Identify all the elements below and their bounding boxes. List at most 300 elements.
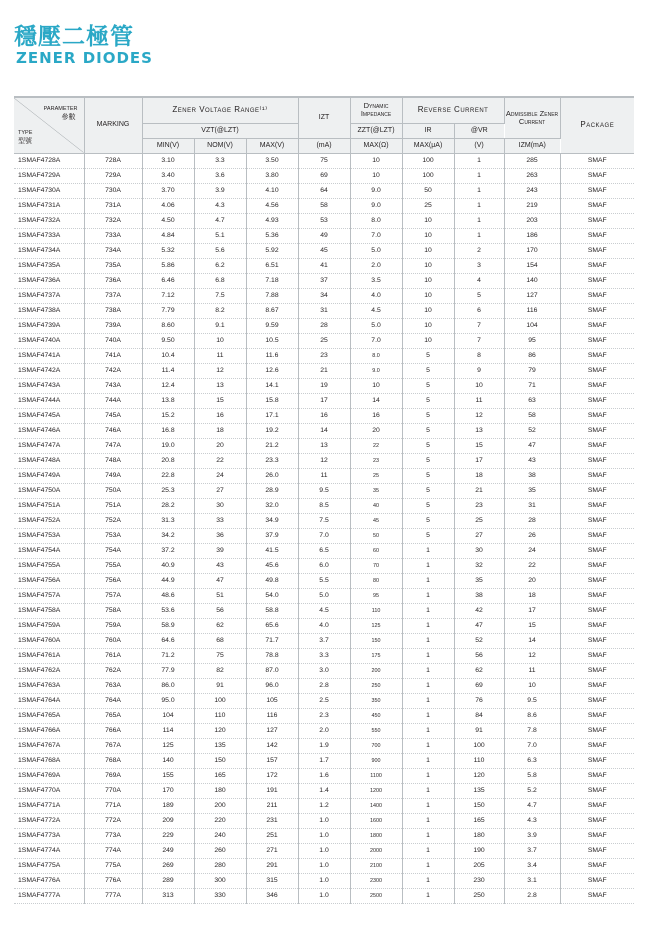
cell-vz-nom: 3.6 — [194, 168, 246, 183]
cell-package: SMAF — [560, 288, 634, 303]
cell-izt: 11 — [298, 468, 350, 483]
cell-vz-min: 37.2 — [142, 543, 194, 558]
cell-izm: 12 — [504, 648, 560, 663]
cell-izm: 203 — [504, 213, 560, 228]
cell-marking: 770A — [84, 783, 142, 798]
cell-vz-nom: 22 — [194, 453, 246, 468]
table-row — [14, 723, 634, 738]
cell-ir-max: 10 — [402, 273, 454, 288]
cell-ir-max: 1 — [402, 573, 454, 588]
cell-part-number: 1SMAF4773A — [14, 828, 84, 843]
cell-izt: 14 — [298, 423, 350, 438]
cell-vz-max: 105 — [246, 693, 298, 708]
cell-ir-max: 5 — [402, 408, 454, 423]
cell-vr: 1 — [454, 198, 504, 213]
cell-vz-nom: 3.3 — [194, 153, 246, 168]
cell-vz-min: 44.9 — [142, 573, 194, 588]
table-row — [14, 468, 634, 483]
cell-izt: 1.0 — [298, 888, 350, 903]
cell-izm: 5.8 — [504, 768, 560, 783]
cell-vr: 135 — [454, 783, 504, 798]
cell-izt: 8.5 — [298, 498, 350, 513]
cell-part-number: 1SMAF4744A — [14, 393, 84, 408]
cell-ir-max: 1 — [402, 813, 454, 828]
cell-part-number: 1SMAF4755A — [14, 558, 84, 573]
cell-vz-min: 9.50 — [142, 333, 194, 348]
cell-part-number: 1SMAF4769A — [14, 768, 84, 783]
cell-izm: 11 — [504, 663, 560, 678]
cell-ir-max: 5 — [402, 378, 454, 393]
cell-marking: 732A — [84, 213, 142, 228]
cell-part-number: 1SMAF4730A — [14, 183, 84, 198]
cell-vz-max: 291 — [246, 858, 298, 873]
cell-vz-nom: 150 — [194, 753, 246, 768]
table-row — [14, 588, 634, 603]
dynamic-impedance-header: Dynamic Impedance — [350, 98, 402, 123]
cell-vr: 205 — [454, 858, 504, 873]
cell-marking: 762A — [84, 663, 142, 678]
cell-package: SMAF — [560, 528, 634, 543]
cell-izt: 17 — [298, 393, 350, 408]
cell-zzt-max: 1400 — [350, 798, 402, 813]
cell-vz-nom: 260 — [194, 843, 246, 858]
cell-vz-nom: 200 — [194, 798, 246, 813]
cell-vr: 250 — [454, 888, 504, 903]
cell-izm: 35 — [504, 483, 560, 498]
cell-ir-max: 10 — [402, 288, 454, 303]
table-row — [14, 618, 634, 633]
page-title-english: ZENER DIODES — [16, 49, 153, 67]
cell-package: SMAF — [560, 513, 634, 528]
table-row — [14, 633, 634, 648]
cell-part-number: 1SMAF4763A — [14, 678, 84, 693]
cell-marking: 730A — [84, 183, 142, 198]
cell-ir-max: 1 — [402, 843, 454, 858]
cell-izm: 6.3 — [504, 753, 560, 768]
cell-vr: 150 — [454, 798, 504, 813]
cell-part-number: 1SMAF4728A — [14, 153, 84, 168]
table-row — [14, 153, 634, 168]
cell-marking: 729A — [84, 168, 142, 183]
cell-ir-max: 1 — [402, 753, 454, 768]
cell-izt: 2.0 — [298, 723, 350, 738]
cell-izm: 140 — [504, 273, 560, 288]
cell-marking: 768A — [84, 753, 142, 768]
cell-zzt-max: 14 — [350, 393, 402, 408]
cell-vz-max: 5.36 — [246, 228, 298, 243]
reverse-current-header: Reverse Current — [402, 98, 504, 123]
cell-zzt-max: 50 — [350, 528, 402, 543]
cell-package: SMAF — [560, 648, 634, 663]
cell-vz-max: 127 — [246, 723, 298, 738]
cell-zzt-max: 25 — [350, 468, 402, 483]
table-row — [14, 333, 634, 348]
cell-ir-max: 10 — [402, 303, 454, 318]
cell-izm: 263 — [504, 168, 560, 183]
cell-vz-max: 37.9 — [246, 528, 298, 543]
cell-vz-nom: 9.1 — [194, 318, 246, 333]
cell-part-number: 1SMAF4735A — [14, 258, 84, 273]
cell-zzt-max: 900 — [350, 753, 402, 768]
cell-vr: 69 — [454, 678, 504, 693]
cell-izt: 21 — [298, 363, 350, 378]
cell-package: SMAF — [560, 258, 634, 273]
cell-vz-min: 64.6 — [142, 633, 194, 648]
cell-ir-max: 1 — [402, 888, 454, 903]
cell-vz-nom: 43 — [194, 558, 246, 573]
cell-vz-min: 8.60 — [142, 318, 194, 333]
izt-header: IZT — [298, 98, 350, 138]
cell-part-number: 1SMAF4756A — [14, 573, 84, 588]
cell-marking: 775A — [84, 858, 142, 873]
cell-izm: 95 — [504, 333, 560, 348]
cell-package: SMAF — [560, 243, 634, 258]
cell-vz-max: 8.67 — [246, 303, 298, 318]
cell-vr: 165 — [454, 813, 504, 828]
cell-vr: 6 — [454, 303, 504, 318]
table-row — [14, 873, 634, 888]
cell-ir-max: 5 — [402, 483, 454, 498]
table-row — [14, 198, 634, 213]
cell-package: SMAF — [560, 498, 634, 513]
cell-vz-nom: 51 — [194, 588, 246, 603]
cell-vz-nom: 82 — [194, 663, 246, 678]
cell-ir-max: 50 — [402, 183, 454, 198]
cell-zzt-max: 45 — [350, 513, 402, 528]
cell-izm: 28 — [504, 513, 560, 528]
cell-package: SMAF — [560, 363, 634, 378]
cell-part-number: 1SMAF4760A — [14, 633, 84, 648]
cell-zzt-max: 7.0 — [350, 333, 402, 348]
cell-vz-min: 58.9 — [142, 618, 194, 633]
cell-zzt-max: 60 — [350, 543, 402, 558]
cell-part-number: 1SMAF4732A — [14, 213, 84, 228]
cell-izm: 10 — [504, 678, 560, 693]
cell-marking: 764A — [84, 693, 142, 708]
cell-package: SMAF — [560, 318, 634, 333]
cell-izm: 86 — [504, 348, 560, 363]
cell-package: SMAF — [560, 753, 634, 768]
cell-marking: 737A — [84, 288, 142, 303]
cell-vz-min: 48.6 — [142, 588, 194, 603]
cell-package: SMAF — [560, 678, 634, 693]
table-row — [14, 513, 634, 528]
cell-zzt-max: 9.0 — [350, 198, 402, 213]
table-header — [14, 98, 634, 153]
cell-vz-max: 6.51 — [246, 258, 298, 273]
cell-ir-max: 5 — [402, 423, 454, 438]
cell-vz-max: 49.8 — [246, 573, 298, 588]
cell-marking: 749A — [84, 468, 142, 483]
cell-package: SMAF — [560, 588, 634, 603]
table-row — [14, 558, 634, 573]
cell-vr: 17 — [454, 453, 504, 468]
cell-zzt-max: 9.0 — [350, 363, 402, 378]
cell-ir-max: 1 — [402, 858, 454, 873]
cell-vr: 10 — [454, 378, 504, 393]
cell-vz-max: 41.5 — [246, 543, 298, 558]
cell-marking: 738A — [84, 303, 142, 318]
cell-ir-max: 1 — [402, 588, 454, 603]
cell-izt: 2.8 — [298, 678, 350, 693]
cell-vz-min: 15.2 — [142, 408, 194, 423]
cell-vz-max: 3.50 — [246, 153, 298, 168]
cell-vz-min: 16.8 — [142, 423, 194, 438]
cell-vr: 23 — [454, 498, 504, 513]
parameter-type-header — [14, 98, 84, 153]
cell-izt: 1.4 — [298, 783, 350, 798]
cell-vz-min: 19.0 — [142, 438, 194, 453]
cell-vr: 1 — [454, 228, 504, 243]
cell-vz-max: 7.88 — [246, 288, 298, 303]
cell-zzt-max: 4.5 — [350, 303, 402, 318]
cell-package: SMAF — [560, 573, 634, 588]
cell-ir-max: 1 — [402, 708, 454, 723]
cell-izm: 243 — [504, 183, 560, 198]
cell-zzt-max: 110 — [350, 603, 402, 618]
cell-izm: 4.7 — [504, 798, 560, 813]
cell-ir-max: 1 — [402, 678, 454, 693]
cell-vz-nom: 16 — [194, 408, 246, 423]
cell-izt: 1.0 — [298, 858, 350, 873]
cell-package: SMAF — [560, 618, 634, 633]
cell-vz-nom: 180 — [194, 783, 246, 798]
cell-package: SMAF — [560, 543, 634, 558]
cell-package: SMAF — [560, 693, 634, 708]
table-row — [14, 498, 634, 513]
table-row — [14, 573, 634, 588]
cell-vz-max: 32.0 — [246, 498, 298, 513]
cell-vr: 30 — [454, 543, 504, 558]
cell-package: SMAF — [560, 213, 634, 228]
cell-package: SMAF — [560, 183, 634, 198]
cell-vr: 7 — [454, 333, 504, 348]
cell-vz-max: 10.5 — [246, 333, 298, 348]
cell-zzt-max: 40 — [350, 498, 402, 513]
cell-izm: 63 — [504, 393, 560, 408]
cell-izt: 37 — [298, 273, 350, 288]
table-row — [14, 798, 634, 813]
parameter-label: PARAMETER — [43, 106, 78, 112]
page-title-chinese: 穩壓二極管 — [14, 24, 134, 50]
cell-izt: 3.7 — [298, 633, 350, 648]
cell-zzt-max: 16 — [350, 408, 402, 423]
cell-izt: 5.5 — [298, 573, 350, 588]
cell-vz-nom: 20 — [194, 438, 246, 453]
table-row — [14, 273, 634, 288]
cell-vz-min: 7.12 — [142, 288, 194, 303]
cell-ir-max: 1 — [402, 873, 454, 888]
type-label-cn: 型號 — [18, 138, 32, 145]
cell-ir-max: 1 — [402, 828, 454, 843]
cell-zzt-max: 3.5 — [350, 273, 402, 288]
cell-izt: 1.0 — [298, 828, 350, 843]
table-row — [14, 423, 634, 438]
cell-marking: 758A — [84, 603, 142, 618]
cell-part-number: 1SMAF4771A — [14, 798, 84, 813]
table-row — [14, 843, 634, 858]
cell-zzt-max: 20 — [350, 423, 402, 438]
table-row — [14, 888, 634, 903]
cell-vz-min: 4.50 — [142, 213, 194, 228]
cell-izt: 3.0 — [298, 663, 350, 678]
cell-vz-nom: 110 — [194, 708, 246, 723]
cell-vz-nom: 100 — [194, 693, 246, 708]
package-header: Package — [560, 98, 634, 153]
cell-part-number: 1SMAF4749A — [14, 468, 84, 483]
cell-ir-max: 5 — [402, 528, 454, 543]
unit-izm-ma: IZM(mA) — [504, 138, 560, 153]
cell-vr: 180 — [454, 828, 504, 843]
cell-vz-nom: 36 — [194, 528, 246, 543]
cell-vz-min: 12.4 — [142, 378, 194, 393]
cell-ir-max: 1 — [402, 798, 454, 813]
cell-vz-min: 4.84 — [142, 228, 194, 243]
cell-part-number: 1SMAF4742A — [14, 363, 84, 378]
cell-vr: 91 — [454, 723, 504, 738]
cell-zzt-max: 1100 — [350, 768, 402, 783]
cell-izt: 7.5 — [298, 513, 350, 528]
cell-izt: 13 — [298, 438, 350, 453]
cell-vz-min: 114 — [142, 723, 194, 738]
cell-marking: 731A — [84, 198, 142, 213]
cell-vz-nom: 120 — [194, 723, 246, 738]
cell-ir-max: 5 — [402, 348, 454, 363]
cell-part-number: 1SMAF4737A — [14, 288, 84, 303]
cell-vr: 7 — [454, 318, 504, 333]
cell-izt: 69 — [298, 168, 350, 183]
cell-package: SMAF — [560, 738, 634, 753]
cell-ir-max: 5 — [402, 468, 454, 483]
cell-part-number: 1SMAF4729A — [14, 168, 84, 183]
cell-ir-max: 10 — [402, 318, 454, 333]
cell-ir-max: 10 — [402, 243, 454, 258]
table-row — [14, 813, 634, 828]
cell-izt: 23 — [298, 348, 350, 363]
cell-vz-max: 271 — [246, 843, 298, 858]
cell-zzt-max: 125 — [350, 618, 402, 633]
cell-ir-max: 5 — [402, 438, 454, 453]
cell-vz-nom: 62 — [194, 618, 246, 633]
cell-vz-max: 19.2 — [246, 423, 298, 438]
cell-part-number: 1SMAF4765A — [14, 708, 84, 723]
cell-ir-max: 10 — [402, 258, 454, 273]
cell-izt: 25 — [298, 333, 350, 348]
cell-izt: 1.7 — [298, 753, 350, 768]
cell-ir-max: 5 — [402, 363, 454, 378]
cell-vz-min: 229 — [142, 828, 194, 843]
cell-vz-max: 15.8 — [246, 393, 298, 408]
cell-marking: 757A — [84, 588, 142, 603]
cell-vz-nom: 4.7 — [194, 213, 246, 228]
table-row — [14, 438, 634, 453]
cell-marking: 766A — [84, 723, 142, 738]
cell-package: SMAF — [560, 873, 634, 888]
table-row — [14, 213, 634, 228]
cell-vr: 32 — [454, 558, 504, 573]
zener-spec-table — [14, 98, 634, 904]
cell-izm: 14 — [504, 633, 560, 648]
unit-ir-max-ua: MAX(μA) — [402, 138, 454, 153]
cell-izt: 1.2 — [298, 798, 350, 813]
cell-izt: 2.3 — [298, 708, 350, 723]
cell-vz-min: 95.0 — [142, 693, 194, 708]
cell-izt: 6.0 — [298, 558, 350, 573]
cell-package: SMAF — [560, 198, 634, 213]
cell-vz-max: 5.92 — [246, 243, 298, 258]
cell-vz-max: 231 — [246, 813, 298, 828]
cell-marking: 739A — [84, 318, 142, 333]
ir-header: IR — [402, 123, 454, 138]
cell-part-number: 1SMAF4766A — [14, 723, 84, 738]
cell-vz-max: 7.18 — [246, 273, 298, 288]
cell-zzt-max: 95 — [350, 588, 402, 603]
cell-izt: 75 — [298, 153, 350, 168]
cell-zzt-max: 200 — [350, 663, 402, 678]
unit-zzt-max-ohm: MAX(Ω) — [350, 138, 402, 153]
table-row — [14, 378, 634, 393]
cell-ir-max: 1 — [402, 543, 454, 558]
cell-vz-nom: 11 — [194, 348, 246, 363]
cell-vr: 38 — [454, 588, 504, 603]
cell-vr: 84 — [454, 708, 504, 723]
cell-marking: 751A — [84, 498, 142, 513]
cell-izt: 6.5 — [298, 543, 350, 558]
cell-vr: 56 — [454, 648, 504, 663]
cell-part-number: 1SMAF4750A — [14, 483, 84, 498]
cell-package: SMAF — [560, 348, 634, 363]
cell-ir-max: 1 — [402, 693, 454, 708]
cell-vr: 21 — [454, 483, 504, 498]
cell-package: SMAF — [560, 468, 634, 483]
cell-vz-nom: 56 — [194, 603, 246, 618]
cell-vz-max: 346 — [246, 888, 298, 903]
cell-part-number: 1SMAF4738A — [14, 303, 84, 318]
cell-vz-nom: 18 — [194, 423, 246, 438]
cell-vz-nom: 13 — [194, 378, 246, 393]
cell-izt: 16 — [298, 408, 350, 423]
cell-vz-nom: 27 — [194, 483, 246, 498]
cell-vr: 47 — [454, 618, 504, 633]
cell-vr: 3 — [454, 258, 504, 273]
cell-part-number: 1SMAF4731A — [14, 198, 84, 213]
cell-vz-min: 71.2 — [142, 648, 194, 663]
cell-vz-nom: 39 — [194, 543, 246, 558]
cell-vz-nom: 300 — [194, 873, 246, 888]
cell-vz-nom: 10 — [194, 333, 246, 348]
cell-part-number: 1SMAF4753A — [14, 528, 84, 543]
cell-part-number: 1SMAF4775A — [14, 858, 84, 873]
cell-zzt-max: 1800 — [350, 828, 402, 843]
cell-vr: 12 — [454, 408, 504, 423]
cell-izt: 19 — [298, 378, 350, 393]
cell-vz-max: 54.0 — [246, 588, 298, 603]
cell-vr: 13 — [454, 423, 504, 438]
cell-marking: 772A — [84, 813, 142, 828]
cell-izm: 79 — [504, 363, 560, 378]
cell-vz-min: 209 — [142, 813, 194, 828]
cell-vz-nom: 330 — [194, 888, 246, 903]
cell-package: SMAF — [560, 813, 634, 828]
cell-ir-max: 5 — [402, 513, 454, 528]
cell-izm: 186 — [504, 228, 560, 243]
cell-izm: 18 — [504, 588, 560, 603]
cell-part-number: 1SMAF4739A — [14, 318, 84, 333]
table-body — [14, 153, 634, 903]
cell-marking: 741A — [84, 348, 142, 363]
cell-marking: 752A — [84, 513, 142, 528]
cell-ir-max: 1 — [402, 603, 454, 618]
